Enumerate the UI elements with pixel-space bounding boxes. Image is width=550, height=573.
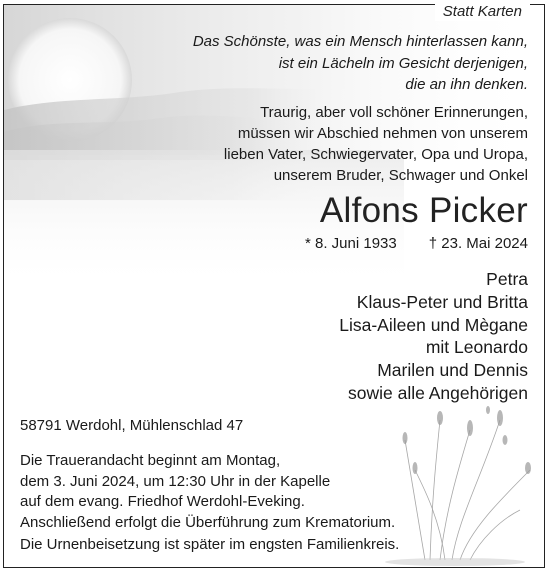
birth-date: * 8. Juni 1933	[305, 235, 397, 252]
quote-line: die an ihn denken.	[405, 76, 528, 93]
intro-line: unserem Bruder, Schwager und Onkel	[273, 167, 528, 184]
note-line: Die Urnenbeisetzung ist später im engsten Familienkreis.	[20, 535, 400, 553]
family-line: sowie alle Angehörigen	[348, 382, 528, 403]
service-block	[20, 451, 330, 513]
family-line: Marilen und Dennis	[377, 360, 528, 381]
death-date: † 23. Mai 2024	[428, 235, 528, 252]
notes-block	[20, 512, 399, 555]
intro-line: Traurig, aber voll schöner Erinnerungen,	[260, 104, 528, 121]
header-label: Statt Karten	[435, 3, 530, 21]
family-line: Klaus-Peter und Britta	[356, 291, 528, 312]
intro-line: lieben Vater, Schwiegervater, Opa und Uropa,	[223, 146, 528, 163]
quote-line: ist ein Lächeln im Gesicht derjenigen,	[278, 54, 528, 72]
address: 58791 Werdohl, Mühlenschlad 47	[20, 417, 244, 434]
quote-block	[193, 31, 528, 96]
intro-line: müssen wir Abschied nehmen von unserem	[237, 125, 528, 142]
family-line: Lisa-Aileen und Mègane	[339, 314, 528, 335]
family-line: mit Leonardo	[425, 337, 528, 358]
quote-line: Das Schönste, was ein Mensch hinterlassen kann,	[192, 33, 528, 50]
service-line: dem 3. Juni 2024, um 12:30 Uhr in der Kapelle	[20, 472, 331, 490]
family-line: Petra	[486, 269, 528, 289]
service-line: auf dem evang. Friedhof Werdohl-Eveking.	[20, 493, 305, 510]
deceased-name: Alfons Picker	[319, 191, 528, 230]
intro-block	[224, 102, 528, 186]
life-dates	[305, 234, 528, 254]
note-line: Anschließend erfolgt die Überführung zum Krematorium.	[20, 514, 396, 531]
service-line: Die Trauerandacht beginnt am Montag,	[20, 452, 281, 469]
family-block	[339, 268, 528, 405]
